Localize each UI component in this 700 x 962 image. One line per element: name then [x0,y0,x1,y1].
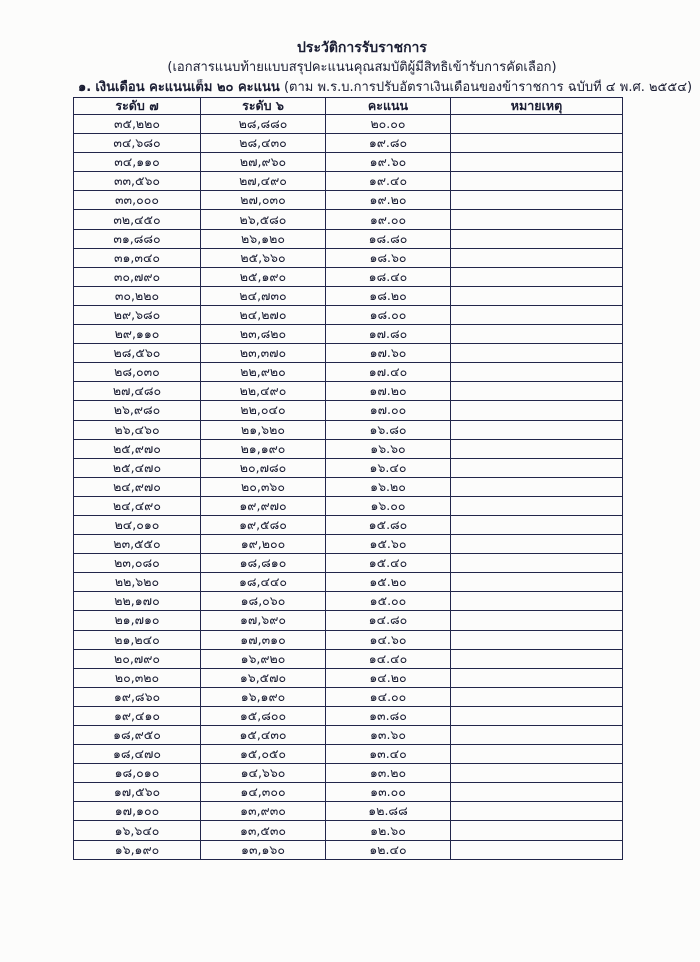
table-row [74,229,623,248]
table-row [74,344,623,363]
level-6-salary-cell: ๑๗,๓๑๐ [201,630,326,649]
level-7-salary-cell: ๓๐,๗๙๐ [74,267,201,286]
score-cell: ๑๙.๒๐ [326,191,451,210]
score-cell: ๑๗.๘๐ [326,325,451,344]
level-7-salary-cell: ๑๖,๖๔๐ [74,821,201,840]
remarks-cell [451,802,623,821]
level-6-salary-cell: ๒๖,๕๘๐ [201,210,326,229]
score-cell: ๑๕.๒๐ [326,573,451,592]
level-6-salary-cell: ๒๐,๗๘๐ [201,458,326,477]
level-6-salary-cell: ๒๗,๐๓๐ [201,191,326,210]
table-row [74,515,623,534]
remarks-cell [451,115,623,134]
level-7-salary-cell: ๑๗,๑๐๐ [74,802,201,821]
score-cell: ๑๘.๘๐ [326,229,451,248]
remarks-cell [451,573,623,592]
level-6-salary-cell: ๒๓,๓๗๐ [201,344,326,363]
level-6-salary-cell: ๑๘,๘๑๐ [201,554,326,573]
score-cell: ๑๕.๘๐ [326,515,451,534]
remarks-cell [451,286,623,305]
score-cell: ๑๔.๔๐ [326,649,451,668]
score-cell: ๑๔.๖๐ [326,630,451,649]
document-subtitle: (เอกสารแนบท้ายแบบสรุปคะแนนคุณสมบัติผู้มีสิทธิเข้ารับการคัดเลือก) [167,60,557,75]
level-7-salary-cell: ๒๐,๓๒๐ [74,668,201,687]
document-title: ประวัติการรับราชการ [297,40,427,56]
score-cell: ๑๙.๘๐ [326,134,451,153]
remarks-cell [451,515,623,534]
level-7-salary-cell: ๑๘,๙๕๐ [74,726,201,745]
header-level-6: ระดับ ๖ [201,98,326,115]
header-remarks: หมายเหตุ [451,98,623,115]
score-cell: ๑๘.๒๐ [326,286,451,305]
level-7-salary-cell: ๓๒,๔๕๐ [74,210,201,229]
remarks-cell [451,382,623,401]
table-row [74,191,623,210]
remarks-cell [451,535,623,554]
level-7-salary-cell: ๒๘,๐๓๐ [74,363,201,382]
section-note: (ตาม พ.ร.บ.การปรับอัตราเงินเดือนของข้าราชการ ฉบับที่ ๔ พ.ศ. ๒๕๕๔) [283,80,692,95]
remarks-cell [451,592,623,611]
remarks-cell [451,344,623,363]
level-6-salary-cell: ๑๘,๐๖๐ [201,592,326,611]
score-cell: ๑๘.๖๐ [326,248,451,267]
level-6-salary-cell: ๒๘,๔๓๐ [201,134,326,153]
remarks-cell [451,840,623,859]
remarks-cell [451,668,623,687]
score-cell: ๑๗.๔๐ [326,363,451,382]
remarks-cell [451,821,623,840]
table-row [74,458,623,477]
level-6-salary-cell: ๑๘,๔๔๐ [201,573,326,592]
level-7-salary-cell: ๒๔,๐๑๐ [74,515,201,534]
level-6-salary-cell: ๒๒,๔๙๐ [201,382,326,401]
salary-score-table [73,97,623,860]
section-heading-line [78,79,692,97]
remarks-cell [451,305,623,324]
level-7-salary-cell: ๑๗,๕๖๐ [74,783,201,802]
remarks-cell [451,210,623,229]
level-6-salary-cell: ๒๓,๘๒๐ [201,325,326,344]
level-7-salary-cell: ๒๗,๔๘๐ [74,382,201,401]
level-6-salary-cell: ๒๖,๑๒๐ [201,229,326,248]
score-cell: ๑๖.๐๐ [326,496,451,515]
header-score: คะแนน [326,98,451,115]
level-6-salary-cell: ๑๔,๓๐๐ [201,783,326,802]
table-row [74,382,623,401]
level-7-salary-cell: ๒๐,๗๙๐ [74,649,201,668]
level-7-salary-cell: ๒๕,๙๗๐ [74,439,201,458]
remarks-cell [451,630,623,649]
remarks-cell [451,420,623,439]
table-row [74,764,623,783]
score-cell: ๑๖.๒๐ [326,477,451,496]
score-cell: ๑๔.๒๐ [326,668,451,687]
level-6-salary-cell: ๑๖,๑๙๐ [201,687,326,706]
remarks-cell [451,172,623,191]
score-cell: ๑๓.๔๐ [326,745,451,764]
level-6-salary-cell: ๒๒,๙๒๐ [201,363,326,382]
level-6-salary-cell: ๑๖,๙๒๐ [201,649,326,668]
remarks-cell [451,134,623,153]
table-row [74,649,623,668]
score-cell: ๑๒.๘๘ [326,802,451,821]
remarks-cell [451,458,623,477]
level-7-salary-cell: ๓๑,๓๔๐ [74,248,201,267]
table-row [74,134,623,153]
level-7-salary-cell: ๓๕,๒๒๐ [74,115,201,134]
table-row [74,401,623,420]
level-7-salary-cell: ๒๒,๑๗๐ [74,592,201,611]
table-row [74,706,623,725]
score-cell: ๑๔.๐๐ [326,687,451,706]
table-row [74,687,623,706]
remarks-cell [451,726,623,745]
table-row [74,172,623,191]
remarks-cell [451,745,623,764]
level-6-salary-cell: ๑๓,๕๓๐ [201,821,326,840]
section-number: ๑. [78,80,92,95]
level-6-salary-cell: ๒๔,๗๓๐ [201,286,326,305]
table-row [74,630,623,649]
remarks-cell [451,229,623,248]
table-row [74,611,623,630]
table-row [74,286,623,305]
score-cell: ๑๓.๖๐ [326,726,451,745]
score-cell: ๑๘.๔๐ [326,267,451,286]
remarks-cell [451,706,623,725]
remarks-cell [451,764,623,783]
remarks-cell [451,191,623,210]
score-cell: ๑๙.๖๐ [326,153,451,172]
level-7-salary-cell: ๒๙,๖๘๐ [74,305,201,324]
score-cell: ๑๗.๐๐ [326,401,451,420]
score-cell: ๑๖.๘๐ [326,420,451,439]
table-row [74,325,623,344]
level-7-salary-cell: ๒๑,๗๑๐ [74,611,201,630]
remarks-cell [451,439,623,458]
score-cell: ๑๒.๖๐ [326,821,451,840]
level-6-salary-cell: ๑๖,๕๗๐ [201,668,326,687]
remarks-cell [451,153,623,172]
score-cell: ๑๔.๘๐ [326,611,451,630]
remarks-cell [451,363,623,382]
score-cell: ๑๓.๘๐ [326,706,451,725]
table-row [74,439,623,458]
table-row [74,802,623,821]
remarks-cell [451,649,623,668]
table-row [74,248,623,267]
level-7-salary-cell: ๒๙,๑๑๐ [74,325,201,344]
score-cell: ๑๖.๖๐ [326,439,451,458]
level-7-salary-cell: ๒๒,๖๒๐ [74,573,201,592]
level-7-salary-cell: ๒๓,๐๘๐ [74,554,201,573]
level-7-salary-cell: ๑๘,๐๑๐ [74,764,201,783]
table-row [74,840,623,859]
level-7-salary-cell: ๒๑,๒๔๐ [74,630,201,649]
table-row [74,535,623,554]
table-header [74,98,623,115]
table-row [74,267,623,286]
score-cell: ๑๓.๐๐ [326,783,451,802]
level-6-salary-cell: ๒๕,๖๖๐ [201,248,326,267]
table-row [74,668,623,687]
table-row [74,745,623,764]
level-6-salary-cell: ๑๓,๙๓๐ [201,802,326,821]
score-cell: ๑๘.๐๐ [326,305,451,324]
score-cell: ๑๙.๐๐ [326,210,451,229]
score-cell: ๑๒.๔๐ [326,840,451,859]
level-7-salary-cell: ๑๙,๘๖๐ [74,687,201,706]
level-6-salary-cell: ๑๙,๙๗๐ [201,496,326,515]
score-cell: ๑๗.๒๐ [326,382,451,401]
remarks-cell [451,783,623,802]
remarks-cell [451,687,623,706]
level-6-salary-cell: ๑๕,๔๓๐ [201,726,326,745]
score-cell: ๑๓.๒๐ [326,764,451,783]
level-7-salary-cell: ๓๐,๒๒๐ [74,286,201,305]
level-6-salary-cell: ๑๙,๒๐๐ [201,535,326,554]
table-row [74,783,623,802]
remarks-cell [451,325,623,344]
table-row [74,592,623,611]
table-row [74,554,623,573]
remarks-cell [451,401,623,420]
level-7-salary-cell: ๒๔,๔๙๐ [74,496,201,515]
level-6-salary-cell: ๒๕,๑๙๐ [201,267,326,286]
level-7-salary-cell: ๑๖,๑๙๐ [74,840,201,859]
table-row [74,573,623,592]
table-row [74,496,623,515]
table-row [74,210,623,229]
level-6-salary-cell: ๒๑,๖๒๐ [201,420,326,439]
remarks-cell [451,477,623,496]
level-7-salary-cell: ๒๖,๔๖๐ [74,420,201,439]
level-6-salary-cell: ๒๗,๙๖๐ [201,153,326,172]
level-7-salary-cell: ๓๔,๑๑๐ [74,153,201,172]
score-cell: ๑๕.๔๐ [326,554,451,573]
remarks-cell [451,496,623,515]
level-6-salary-cell: ๑๔,๖๖๐ [201,764,326,783]
level-6-salary-cell: ๒๔,๒๗๐ [201,305,326,324]
table-row [74,153,623,172]
section-heading: เงินเดือน คะแนนเต็ม ๒๐ คะแนน [95,80,280,95]
level-6-salary-cell: ๑๕,๐๕๐ [201,745,326,764]
level-7-salary-cell: ๓๑,๘๘๐ [74,229,201,248]
level-7-salary-cell: ๒๔,๙๗๐ [74,477,201,496]
level-7-salary-cell: ๒๕,๔๗๐ [74,458,201,477]
score-cell: ๑๕.๖๐ [326,535,451,554]
level-6-salary-cell: ๒๒,๐๔๐ [201,401,326,420]
level-7-salary-cell: ๑๙,๔๑๐ [74,706,201,725]
table-row [74,821,623,840]
score-cell: ๑๗.๖๐ [326,344,451,363]
table-header-row [74,98,623,115]
level-6-salary-cell: ๑๕,๘๐๐ [201,706,326,725]
level-7-salary-cell: ๓๓,๕๖๐ [74,172,201,191]
table-body [74,115,623,860]
level-6-salary-cell: ๑๙,๕๘๐ [201,515,326,534]
level-6-salary-cell: ๑๓,๑๖๐ [201,840,326,859]
table-row [74,363,623,382]
header-level-7: ระดับ ๗ [74,98,201,115]
table-row [74,115,623,134]
level-7-salary-cell: ๒๖,๙๘๐ [74,401,201,420]
score-cell: ๒๐.๐๐ [326,115,451,134]
score-cell: ๑๖.๔๐ [326,458,451,477]
level-7-salary-cell: ๓๓,๐๐๐ [74,191,201,210]
level-6-salary-cell: ๒๐,๓๖๐ [201,477,326,496]
level-6-salary-cell: ๒๗,๔๙๐ [201,172,326,191]
score-cell: ๑๕.๐๐ [326,592,451,611]
table-row [74,305,623,324]
remarks-cell [451,248,623,267]
level-7-salary-cell: ๒๓,๕๕๐ [74,535,201,554]
level-7-salary-cell: ๓๔,๖๘๐ [74,134,201,153]
score-cell: ๑๙.๔๐ [326,172,451,191]
table-row [74,726,623,745]
level-6-salary-cell: ๒๘,๘๘๐ [201,115,326,134]
remarks-cell [451,554,623,573]
remarks-cell [451,267,623,286]
level-7-salary-cell: ๑๘,๔๗๐ [74,745,201,764]
level-6-salary-cell: ๒๑,๑๙๐ [201,439,326,458]
table-row [74,477,623,496]
level-7-salary-cell: ๒๘,๕๖๐ [74,344,201,363]
remarks-cell [451,611,623,630]
level-6-salary-cell: ๑๗,๖๙๐ [201,611,326,630]
table-row [74,420,623,439]
